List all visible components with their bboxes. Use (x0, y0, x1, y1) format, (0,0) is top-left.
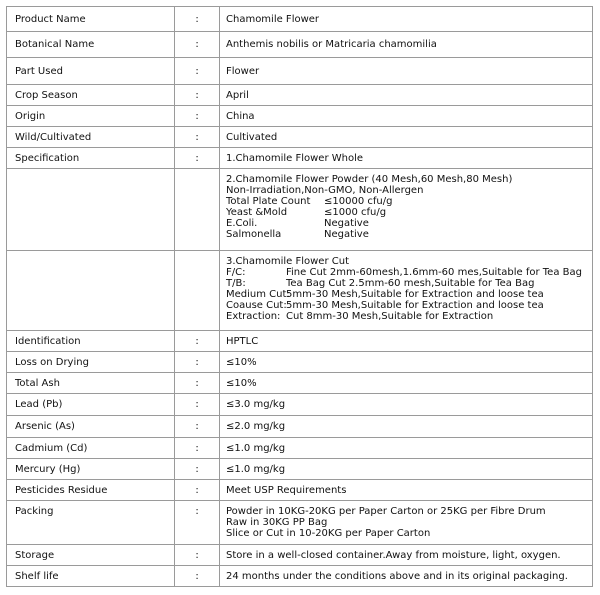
row-colon: : (175, 7, 220, 32)
table-row (7, 438, 593, 459)
table-row (7, 459, 593, 480)
row-value: Chamomile Flower (220, 7, 593, 32)
row-value: 1.Chamomile Flower Whole (220, 148, 593, 169)
table-row (7, 480, 593, 501)
row-label: Total Ash (7, 373, 175, 394)
row-value: Cultivated (220, 127, 593, 148)
row-value: Meet USP Requirements (220, 480, 593, 501)
row-label (7, 169, 175, 251)
table-row (7, 7, 593, 32)
row-colon: : (175, 32, 220, 58)
row-colon (175, 169, 220, 251)
table-row (7, 85, 593, 106)
spec-item (226, 311, 592, 322)
row-value: Flower (220, 58, 593, 85)
packing-block (226, 501, 592, 542)
spec-cut-block (226, 251, 592, 328)
row-label: Part Used (7, 58, 175, 85)
row-colon: : (175, 85, 220, 106)
row-label: Wild/Cultivated (7, 127, 175, 148)
spec-item-value: 5mm-30 Mesh,Suitable for Extraction and loose tea (286, 289, 544, 300)
spec-item-value: Cut 8mm-30 Mesh,Suitable for Extraction (286, 311, 494, 322)
spec-item (226, 229, 592, 240)
table-row (7, 416, 593, 438)
table-row (7, 251, 593, 331)
spec-item-key: Medium Cut: (226, 289, 290, 300)
spec-item-value: ≤1000 cfu/g (324, 207, 387, 218)
row-label: Pesticides Residue (7, 480, 175, 501)
spec-item (226, 289, 592, 300)
row-colon: : (175, 416, 220, 438)
spec-powder-title: 2.Chamomile Flower Powder (40 Mesh,60 Mesh,80 Mesh) (226, 174, 513, 185)
row-value: ≤10% (220, 373, 593, 394)
row-label (7, 251, 175, 331)
spec-item-value: Negative (324, 218, 369, 229)
row-value: 24 months under the conditions above and in its original packaging. (220, 566, 593, 587)
table-row (7, 394, 593, 416)
table-row (7, 106, 593, 127)
table-row (7, 169, 593, 251)
spec-item (226, 300, 592, 311)
spec-item-key: Yeast &Mold (226, 207, 288, 218)
row-colon: : (175, 394, 220, 416)
spec-item-key: T/B: (226, 278, 246, 289)
row-label: Origin (7, 106, 175, 127)
row-colon: : (175, 480, 220, 501)
row-colon: : (175, 58, 220, 85)
table-row (7, 352, 593, 373)
spec-item-value: Fine Cut 2mm-60mesh,1.6mm-60 mes,Suitable for Tea Bag (286, 267, 582, 278)
row-label: Storage (7, 545, 175, 566)
row-value: ≤1.0 mg/kg (220, 459, 593, 480)
table-row (7, 545, 593, 566)
spec-item (226, 278, 592, 289)
table-row (7, 127, 593, 148)
row-value: HPTLC (220, 331, 593, 352)
packing-line: Powder in 10KG-20KG per Paper Carton or 25KG per Fibre Drum (226, 506, 546, 517)
row-colon: : (175, 106, 220, 127)
row-colon: : (175, 438, 220, 459)
row-label: Cadmium (Cd) (7, 438, 175, 459)
spec-item-value: Negative (324, 229, 369, 240)
row-label: Shelf life (7, 566, 175, 587)
row-value: Anthemis nobilis or Matricaria chamomilia (220, 32, 593, 58)
packing-line: Raw in 30KG PP Bag (226, 517, 328, 528)
spec-cut-cell (220, 251, 593, 331)
spec-item-value: ≤10000 cfu/g (324, 196, 393, 207)
packing-line: Slice or Cut in 10-20KG per Paper Carton (226, 528, 431, 539)
row-colon: : (175, 352, 220, 373)
row-colon: : (175, 459, 220, 480)
table-row (7, 58, 593, 85)
spec-item (226, 196, 592, 207)
row-label: Loss on Drying (7, 352, 175, 373)
row-value: ≤2.0 mg/kg (220, 416, 593, 438)
spec-powder-subtitle: Non-Irradiation,Non-GMO, Non-Allergen (226, 185, 424, 196)
spec-item-key: Coause Cut: (226, 300, 287, 311)
specification-table (6, 6, 593, 587)
table-row (7, 501, 593, 545)
row-label: Specification (7, 148, 175, 169)
spec-item-key: Extraction: (226, 311, 281, 322)
row-label: Botanical Name (7, 32, 175, 58)
spec-item-key: Total Plate Count (226, 196, 311, 207)
packing-label: Packing (15, 506, 54, 517)
table-row (7, 148, 593, 169)
table-row (7, 331, 593, 352)
row-label: Mercury (Hg) (7, 459, 175, 480)
spec-cut-title: 3.Chamomile Flower Cut (226, 256, 349, 267)
table-row (7, 32, 593, 58)
row-label: Lead (Pb) (7, 394, 175, 416)
row-colon: : (175, 545, 220, 566)
spec-item (226, 267, 592, 278)
spec-powder-cell (220, 169, 593, 251)
row-value: April (220, 85, 593, 106)
row-label (7, 501, 175, 545)
row-label: Crop Season (7, 85, 175, 106)
row-colon: : (175, 148, 220, 169)
spec-powder-block (226, 169, 592, 246)
packing-colon: : (195, 506, 199, 517)
row-value: ≤10% (220, 352, 593, 373)
spec-item-value: Tea Bag Cut 2.5mm-60 mesh,Suitable for Tea Bag (286, 278, 535, 289)
row-colon: : (175, 566, 220, 587)
spec-item-key: Salmonella (226, 229, 282, 240)
table-row (7, 373, 593, 394)
row-colon: : (175, 331, 220, 352)
row-label: Identification (7, 331, 175, 352)
row-value: ≤1.0 mg/kg (220, 438, 593, 459)
spec-item-value: 5mm-30 Mesh,Suitable for Extraction and loose tea (286, 300, 544, 311)
row-label: Arsenic (As) (7, 416, 175, 438)
row-colon (175, 501, 220, 545)
table-row (7, 566, 593, 587)
row-label: Product Name (7, 7, 175, 32)
packing-cell (220, 501, 593, 545)
spec-item-key: F/C: (226, 267, 246, 278)
row-value: China (220, 106, 593, 127)
spec-item (226, 207, 592, 218)
row-value: Store in a well-closed container.Away from moisture, light, oxygen. (220, 545, 593, 566)
row-value: ≤3.0 mg/kg (220, 394, 593, 416)
spec-item (226, 218, 592, 229)
row-colon: : (175, 373, 220, 394)
row-colon (175, 251, 220, 331)
row-colon: : (175, 127, 220, 148)
spec-item-key: E.Coli. (226, 218, 258, 229)
